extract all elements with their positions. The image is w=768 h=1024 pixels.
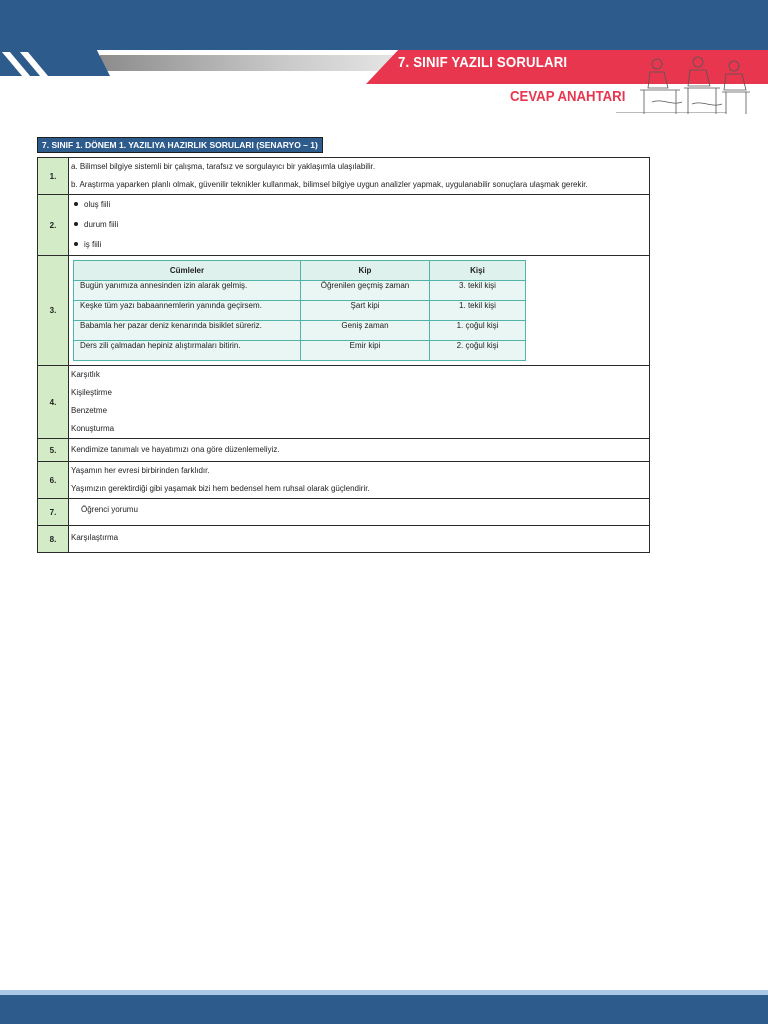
list-item (71, 235, 649, 255)
answer-line: Benzetme (71, 406, 108, 415)
sentence-cell: Ders zili çalmadan hepiniz alıştırmaları bitirin. (74, 341, 301, 361)
mood-cell: Öğrenilen geçmiş zaman (301, 281, 430, 301)
list-item-label: durum fiili (84, 220, 119, 229)
answer-cell (69, 195, 650, 256)
list-item (71, 215, 649, 235)
table-row (38, 439, 650, 462)
bullet-icon (74, 202, 78, 206)
mood-cell: Emir kipi (301, 341, 430, 361)
answer-cell (69, 366, 650, 439)
sentence-cell: Bugün yanımıza annesinden izin alarak gelmiş. (74, 281, 301, 301)
mood-cell: Şart kipi (301, 301, 430, 321)
answer-line: Konuşturma (71, 424, 115, 433)
answer-cell (69, 526, 650, 553)
question-number: 1. (38, 158, 69, 195)
answer-line: Öğrenci yorumu (81, 505, 138, 514)
sentence-cell: Babamla her pazar deniz kenarında bisiklet süreriz. (74, 321, 301, 341)
table-row (38, 499, 650, 526)
answer-line: Kendimize tanımalı ve hayatımızı ona göre düzenlemeliyiz. (71, 445, 280, 454)
tense-table-header (74, 261, 526, 281)
list-item-label: iş fiili (84, 240, 102, 249)
answer-line: Yaşımızın gerektirdiği gibi yaşamak bizi hem bedensel hem ruhsal olarak güçlendirir. (71, 484, 370, 493)
top-band (0, 0, 768, 50)
person-cell: 1. çoğul kişi (430, 321, 526, 341)
column-header: Kip (301, 261, 430, 281)
answer-cell (69, 158, 650, 195)
tense-table (73, 260, 526, 361)
question-number: 3. (38, 256, 69, 366)
list-item (71, 195, 649, 215)
question-number: 7. (38, 499, 69, 526)
table-row (38, 256, 650, 366)
answer-line: b. Araştırma yaparken planlı olmak, güvenilir teknikler kullanmak, bilimsel bilgiye uygun analizler yapmak, uygulanabilir sonuçlara ulaşmak gerekir. (71, 180, 588, 189)
person-cell: 2. çoğul kişi (430, 341, 526, 361)
list-item-label: oluş fiili (84, 200, 111, 209)
page-subtitle: CEVAP ANAHTARI (510, 88, 626, 105)
answer-cell (69, 462, 650, 499)
answer-line: Karşıtlık (71, 370, 100, 379)
answer-cell (69, 256, 650, 366)
question-number: 8. (38, 526, 69, 553)
bullet-icon (74, 242, 78, 246)
person-cell: 3. tekil kişi (430, 281, 526, 301)
person-cell: 1. tekil kişi (430, 301, 526, 321)
students-writing-sketch-icon (632, 54, 752, 120)
table-row (38, 158, 650, 195)
answer-line: a. Bilimsel bilgiye sistemli bir çalışma, tarafsız ve sorgulayıcı bir yaklaşımla ulaşılabilir. (71, 162, 376, 171)
answer-line: Yaşamın her evresi birbirinden farklıdır. (71, 466, 210, 475)
table-row (38, 366, 650, 439)
answer-line: Karşılaştırma (71, 533, 119, 542)
table-row (74, 301, 526, 321)
column-header: Cümleler (74, 261, 301, 281)
question-number: 6. (38, 462, 69, 499)
bottom-band (0, 990, 768, 1024)
page-title: 7. SINIF YAZILI SORULARI (398, 54, 568, 71)
table-row (74, 341, 526, 361)
table-row (38, 462, 650, 499)
question-number: 2. (38, 195, 69, 256)
question-number: 5. (38, 439, 69, 462)
table-row (74, 281, 526, 301)
answer-line: Kişileştirme (71, 388, 112, 397)
table-row (74, 321, 526, 341)
bottom-band-highlight (0, 990, 768, 995)
answer-key-table (37, 157, 650, 553)
column-header: Kişi (430, 261, 526, 281)
answer-cell (69, 439, 650, 462)
answer-cell (69, 499, 650, 526)
header-gradient-bar (100, 55, 400, 71)
table-row (38, 526, 650, 553)
section-label: 7. SINIF 1. DÖNEM 1. YAZILIYA HAZIRLIK SORULARI (SENARYO – 1) (37, 137, 323, 153)
mood-cell: Geniş zaman (301, 321, 430, 341)
question-number: 4. (38, 366, 69, 439)
sentence-cell: Keşke tüm yazı babaannemlerin yanında geçirsem. (74, 301, 301, 321)
table-row (38, 195, 650, 256)
bullet-icon (74, 222, 78, 226)
